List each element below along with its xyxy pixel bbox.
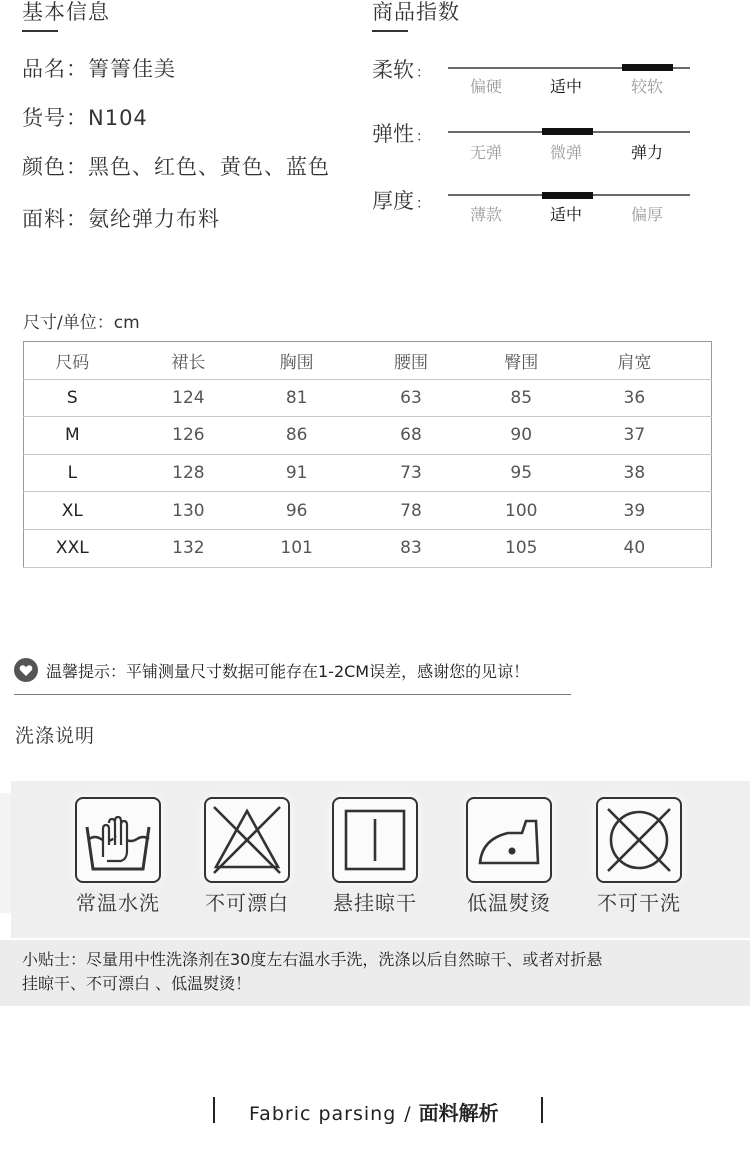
table-cell: 96 [285,500,308,521]
elasticity-option-none: 无弹 [469,143,502,162]
hang-dry-label: 悬挂晾干 [333,891,417,915]
product-name-value: 箐箐佳美 [88,57,176,81]
softness-label: 柔软 [372,58,414,82]
softness-colon: ： [416,65,430,81]
table-cell: 68 [400,425,422,446]
elasticity-label: 弹性 [372,122,414,146]
item-number-label: 货号： [22,106,88,130]
size-header-bust: 胸围 [279,352,314,373]
table-cell: S [66,387,78,408]
size-table-title: 尺寸/单位：cm [23,313,140,333]
table-cell: 124 [172,387,205,408]
softness-option-soft: 较软 [630,77,663,96]
table-cell: 95 [510,463,533,484]
table-cell: 85 [510,387,533,408]
softness-scale-marker [622,64,673,71]
care-item-no-bleach [197,797,297,916]
care-item-low-iron [459,797,559,916]
elasticity-scale-marker [542,128,593,135]
fabric-heading-right-bar [541,1097,543,1123]
elasticity-label-group [372,118,430,148]
no-bleach-label: 不可漂白 [205,891,289,915]
table-cell: 86 [285,425,308,446]
table-cell: 81 [285,387,308,408]
size-header-hip: 臀围 [504,352,539,373]
product-name-row [22,53,176,83]
table-cell: 36 [623,387,646,408]
fabric-heading-zh: 面料解析 [418,1101,499,1125]
table-cell: 91 [285,463,308,484]
hang-dry-icon [332,797,418,883]
care-item-hand-wash [68,797,168,916]
table-row [24,417,712,455]
fabric-heading-slash: / [404,1103,411,1125]
thickness-option-thick: 偏厚 [630,205,663,224]
table-row [24,492,712,530]
fabric-heading-text [249,1097,499,1126]
table-cell: 37 [623,425,646,446]
product-index-underline [372,30,408,32]
table-cell: 73 [400,463,422,484]
care-item-hang-dry [325,797,425,916]
low-iron-icon [466,797,552,883]
hand-wash-icon [75,797,161,883]
thickness-colon: ： [416,196,430,212]
color-row [22,151,330,181]
thickness-option-medium: 适中 [549,205,582,224]
table-cell: 100 [505,500,538,521]
softness-option-medium: 适中 [549,77,582,96]
thickness-option-thin: 薄款 [469,205,502,224]
fabric-heading-left-bar [213,1097,215,1123]
wash-instructions-title: 洗涤说明 [15,725,96,747]
table-cell: 38 [623,463,646,484]
wash-tip-line-2: 挂晾干、不可漂白 、低温熨烫！ [22,974,252,993]
basic-info-underline [22,30,58,32]
table-cell: 39 [623,500,646,521]
table-row [24,529,712,567]
hand-wash-label: 常温水洗 [76,891,160,915]
low-iron-label: 低温熨烫 [467,891,551,915]
table-cell: 83 [400,538,422,559]
product-name-label: 品名： [22,57,88,81]
elasticity-option-slight: 微弹 [549,143,582,162]
size-header-waist: 腰围 [393,352,428,373]
thickness-scale-marker [542,192,593,199]
no-dry-clean-label: 不可干洗 [597,891,681,915]
size-header-length: 裙长 [171,352,206,373]
table-cell: 101 [280,538,313,559]
thickness-label: 厚度 [372,189,414,213]
table-cell: L [67,463,78,484]
wash-tip-line-1: 小贴士：尽量用中性洗涤剂在30度左右温水手洗，洗涤以后自然晾干、或者对折悬 [22,950,603,969]
fabric-label: 面料： [22,207,88,231]
product-index-title: 商品指数 [372,0,460,24]
table-cell: M [64,425,80,446]
softness-option-hard: 偏硬 [469,77,502,96]
measurement-tip-text: 温馨提示：平铺测量尺寸数据可能存在1-2CM误差，感谢您的见谅！ [46,661,530,681]
heart-icon [14,658,38,682]
color-value: 黑色、红色、黄色、蓝色 [88,155,330,179]
no-dry-clean-icon [596,797,682,883]
measurement-tip [14,657,529,683]
color-label: 颜色： [22,155,88,179]
table-cell: 128 [172,463,205,484]
table-cell: 40 [623,538,646,559]
item-number-row [22,102,148,132]
care-item-no-dry-clean [589,797,689,916]
fabric-value: 氨纶弹力布料 [88,207,220,231]
softness-label-group [372,54,430,84]
size-header-size: 尺码 [55,352,90,373]
table-cell: XL [61,500,83,521]
elasticity-option-stretch: 弹力 [630,143,663,162]
size-header-shoulder: 肩宽 [617,352,652,373]
table-cell: 130 [172,500,205,521]
table-cell: 90 [510,425,533,446]
thickness-label-group [372,185,430,215]
table-row [24,454,712,492]
fabric-heading-en: Fabric parsing [249,1103,397,1125]
table-cell: 78 [400,500,422,521]
size-table-header-row [24,342,712,380]
fabric-parsing-heading [213,1097,543,1123]
wash-tip-box [0,940,750,1006]
table-cell: 126 [172,425,205,446]
table-row [24,379,712,417]
tip-divider [14,694,571,695]
table-cell: XXL [55,538,89,559]
item-number-value: N104 [88,106,148,130]
basic-info-title: 基本信息 [22,0,110,24]
fabric-row [22,203,220,233]
elasticity-colon: ： [416,129,430,145]
table-cell: 105 [505,538,538,559]
table-cell: 63 [400,387,422,408]
no-bleach-icon [204,797,290,883]
table-cell: 132 [172,538,205,559]
size-table [23,341,712,568]
care-band-left-edge [0,793,11,913]
